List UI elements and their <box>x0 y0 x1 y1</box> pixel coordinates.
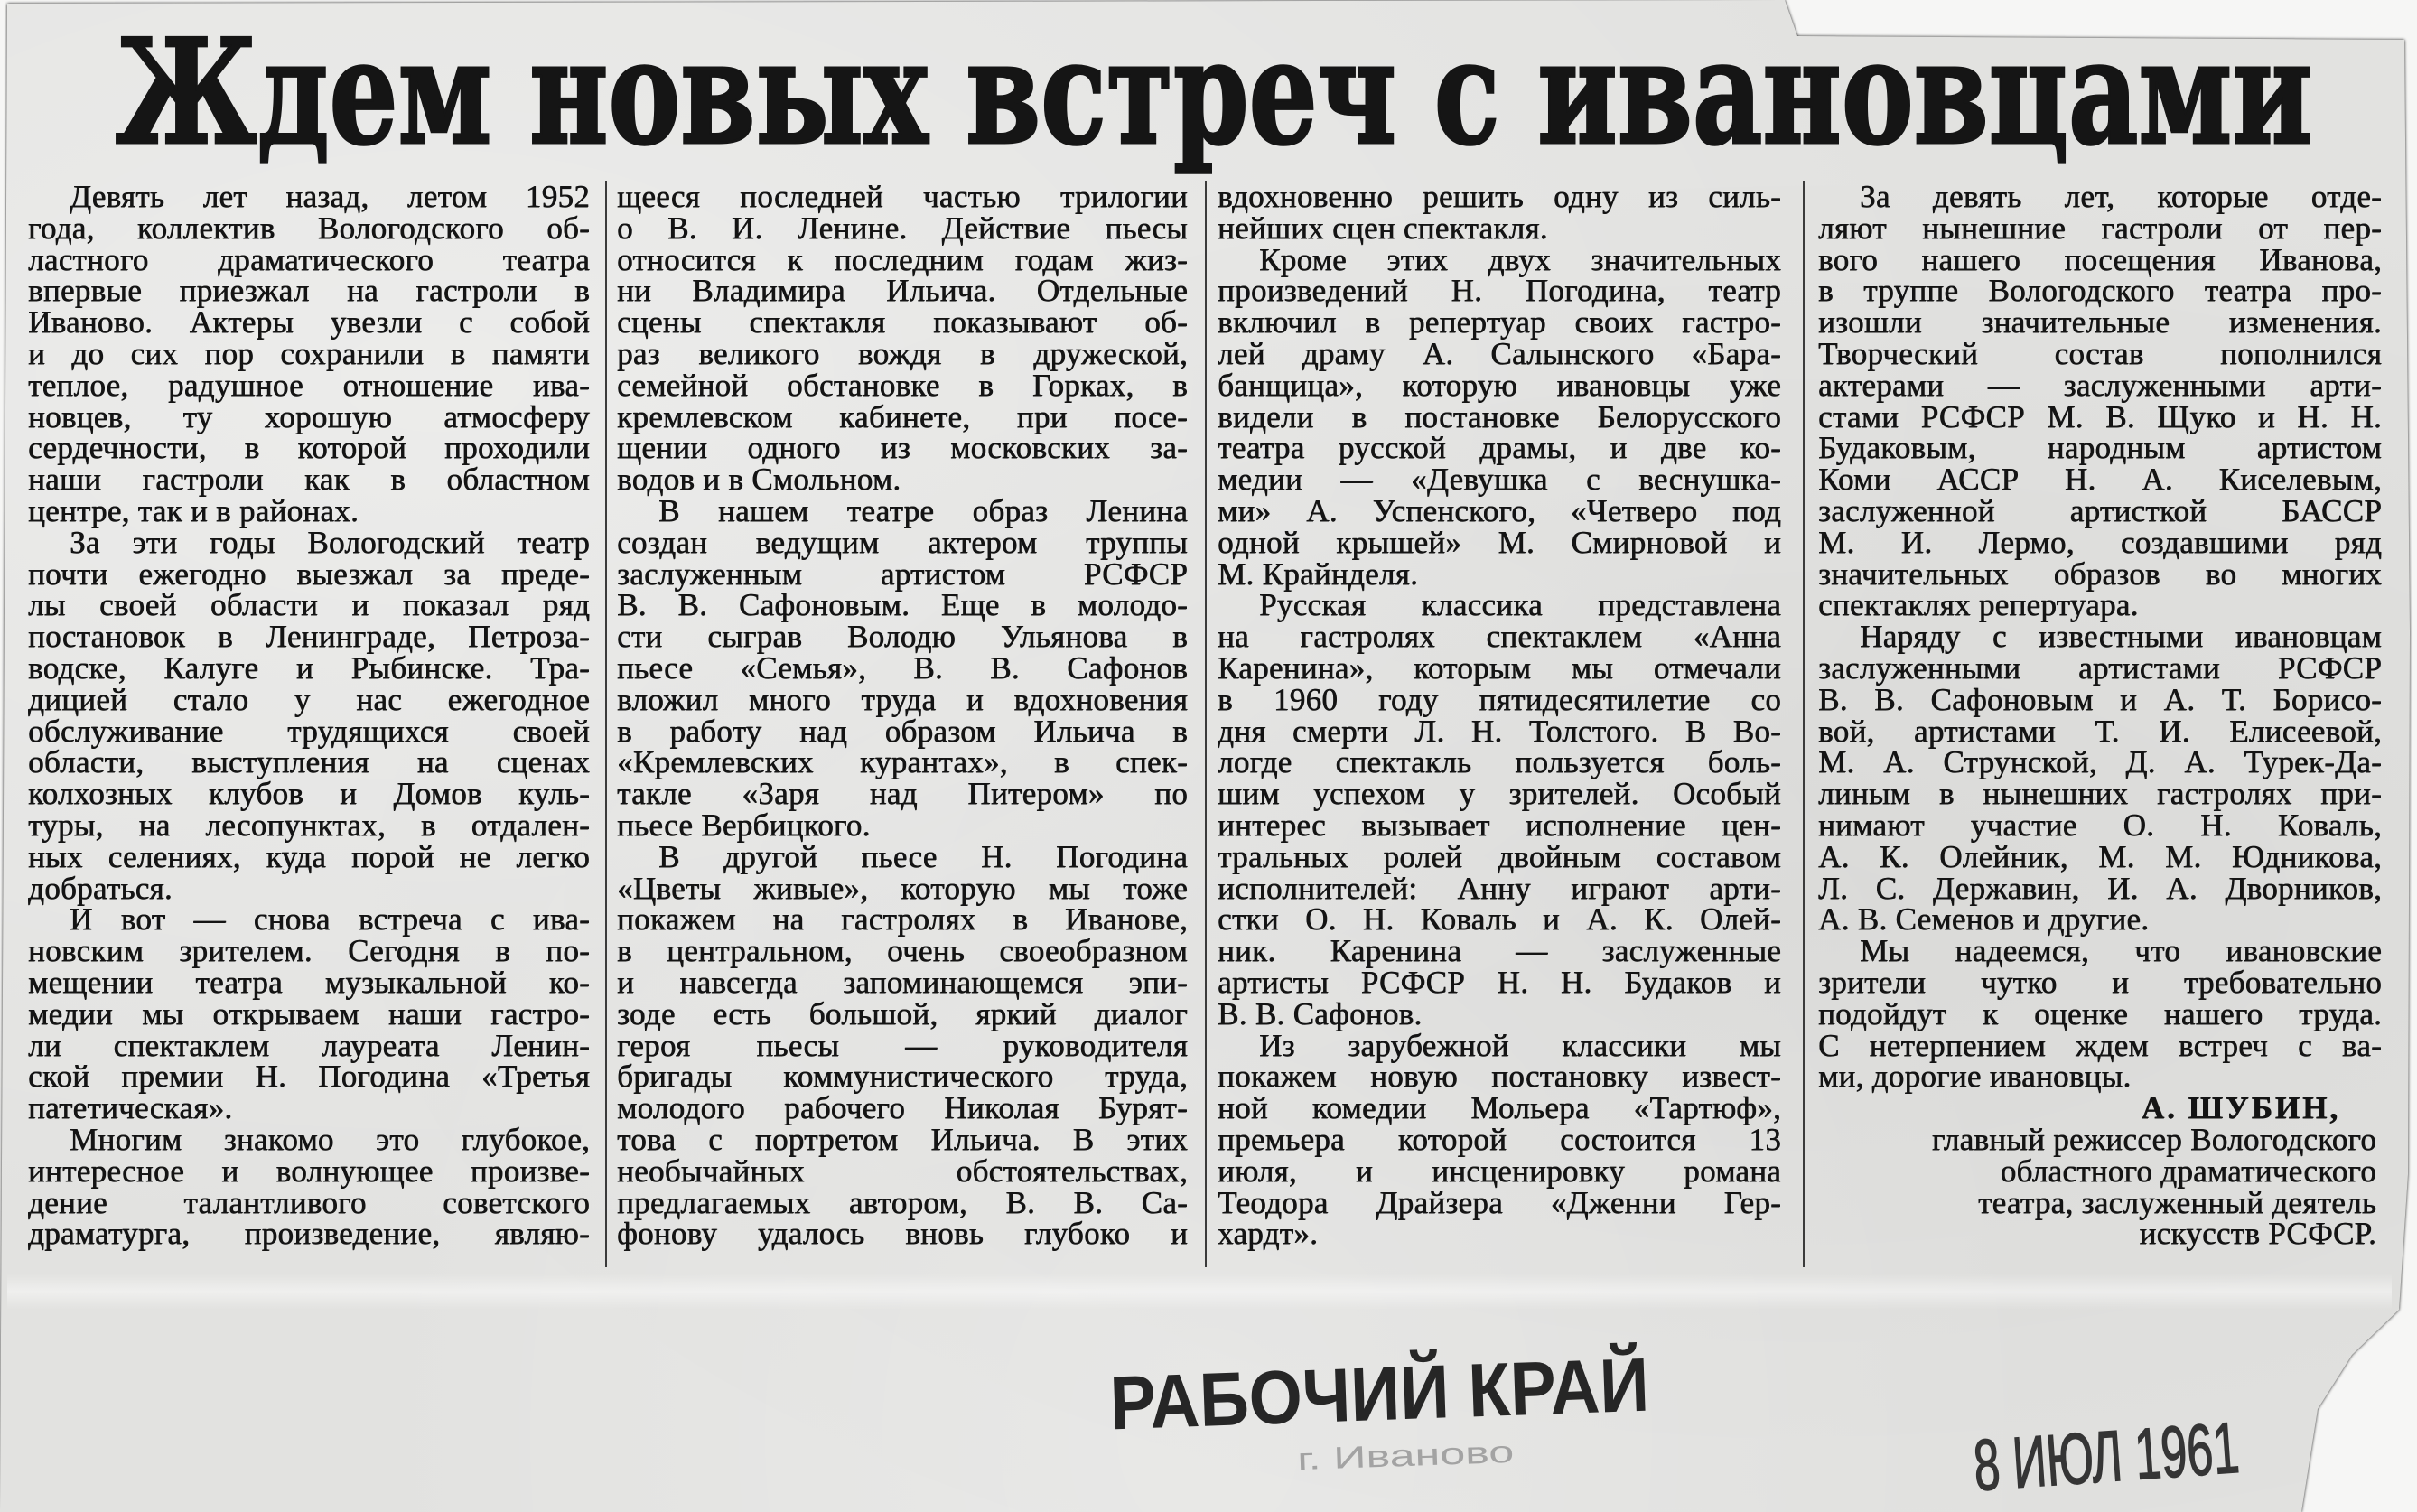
text-line: молодого рабочего Николая Бурят- <box>617 1090 1188 1126</box>
text-line: и навсегда запоминающемся эпи- <box>617 964 1188 1000</box>
text-line: водске, Калуге и Рыбинске. Тра- <box>28 649 590 686</box>
text-line: М. А. Струнской, Д. А. Турек-Да- <box>1818 744 2382 780</box>
text-line: банщица», которую ивановцы уже <box>1218 367 1781 403</box>
text-line: изошли значительные изменения. <box>1818 304 2382 341</box>
text-line: Многим знакомо это глубокое, <box>70 1121 590 1157</box>
text-line: заслуженным артистом РСФСР <box>617 555 1188 592</box>
text-line: включил в репертуар своих гастро- <box>1218 304 1781 341</box>
author-position-line: главный режиссер Вологодского <box>1931 1121 2376 1157</box>
text-line: ми, дорогие ивановцы. <box>1818 1059 2132 1095</box>
text-line: пьесе Вербицкого. <box>617 807 871 843</box>
text-line: заслуженной артисткой БАССР <box>1818 492 2382 528</box>
text-line: За эти годы Вологодский театр <box>70 524 590 560</box>
text-line: Каренина», которым мы отмечали <box>1218 649 1781 686</box>
text-line: ляют нынешние гастроли от пер- <box>1818 210 2382 246</box>
text-line: колхозных клубов и Домов куль- <box>28 776 590 812</box>
text-line: сцены спектакля показывают об- <box>617 304 1188 341</box>
text-line: в труппе Вологодского театра про- <box>1818 273 2382 309</box>
text-line: дицией стало у нас ежегодное <box>28 681 590 717</box>
text-line: в 1960 году пятидесятилетие со <box>1218 681 1781 717</box>
text-line: произведений Н. Погодина, театр <box>1218 273 1781 309</box>
text-line: «Цветы живые», которую мы тоже <box>617 870 1188 906</box>
text-line: ли спектаклем лауреата Ленин- <box>28 1027 590 1063</box>
text-line: относится к последним годам жиз- <box>617 241 1188 277</box>
text-line: Мы надеемся, что ивановские <box>1860 933 2382 969</box>
text-line: щении одного из московских за- <box>617 430 1188 466</box>
text-line: ми» А. Успенского, «Четверо под <box>1218 492 1781 528</box>
text-line: патетическая». <box>28 1090 233 1126</box>
text-line: ных селениях, куда порой не легко <box>28 838 590 874</box>
text-line: вдохновенно решить одну из силь- <box>1218 179 1781 214</box>
text-line: Наряду с известными ивановцам <box>1860 619 2382 655</box>
text-line: сти сыграв Володю Ульянова в <box>617 619 1188 655</box>
text-line: вложил много труда и вдохновения <box>617 681 1188 717</box>
text-line: наши гастроли как в областном <box>28 462 590 498</box>
text-line: спектаклях репертуара. <box>1818 587 2139 623</box>
text-line: медии — «Девушка с веснушка- <box>1218 462 1781 498</box>
text-line: зоде есть большой, яркий диалог <box>617 995 1188 1031</box>
text-line: покажем на гастролях в Иванове, <box>617 901 1188 938</box>
text-line: одной крышей» М. Смирновой и <box>1218 524 1781 560</box>
text-line: ни Владимира Ильича. Отдельные <box>617 273 1188 309</box>
text-line: лы своей области и показал ряд <box>28 587 590 623</box>
text-line: интересное и волнующее произве- <box>28 1153 590 1189</box>
text-line: пьесе «Семья», В. В. Сафонов <box>617 649 1188 686</box>
text-line: значительных образов во многих <box>1818 555 2382 592</box>
text-line: на гастролях спектаклем «Анна <box>1218 619 1781 655</box>
text-line: артисты РСФСР Н. Н. Будаков и <box>1218 964 1781 1000</box>
text-line: лей драму А. Салынского «Бара- <box>1218 335 1781 371</box>
text-line: дение талантливого советского <box>28 1184 590 1220</box>
city-stamp: г. Иваново <box>1296 1437 1445 1478</box>
text-line: вой, артистами Т. И. Елисеевой, <box>1818 713 2382 749</box>
text-line: фонову удалось вновь глубоко и <box>617 1216 1188 1252</box>
text-line: С нетерпением ждем встреч с ва- <box>1818 1027 2382 1063</box>
text-line: дня смерти Л. Н. Толстого. В Во- <box>1218 713 1781 749</box>
text-line: мещении театра музыкальной ко- <box>28 964 590 1000</box>
text-line: центре, так и в районах. <box>28 492 359 528</box>
text-line: Коми АССР Н. А. Киселевым, <box>1818 462 2382 498</box>
text-line: Будаковым, народным артистом <box>1818 430 2382 466</box>
text-line: создан ведущим актером труппы <box>617 524 1188 560</box>
text-line: ной комедии Мольера «Тартюф», <box>1218 1090 1781 1126</box>
text-line: хардт». <box>1218 1216 1319 1252</box>
author-position-line: областного драматического <box>2000 1153 2376 1189</box>
text-line: ник. Каренина — заслуженные <box>1218 933 1781 969</box>
text-line: И вот — снова встреча с ива- <box>70 901 590 938</box>
text-line: стки О. Н. Коваль и А. К. Олей- <box>1218 901 1781 938</box>
text-line: Иваново. Актеры увезли с собой <box>28 304 590 341</box>
text-line: М. Крайнделя. <box>1218 555 1419 592</box>
text-line: почти ежегодно выезжал за преде- <box>28 555 590 592</box>
text-line: вого нашего посещения Иванова, <box>1818 241 2382 277</box>
text-line: А. К. Олейник, М. М. Юдникова, <box>1818 838 2382 874</box>
text-line: Из зарубежной классики мы <box>1259 1027 1781 1063</box>
text-line: В нашем театре образ Ленина <box>658 492 1188 528</box>
text-line: В. В. Сафоновым. Еще в молодо- <box>617 587 1188 623</box>
author-position-line: театра, заслуженный деятель <box>1977 1184 2376 1220</box>
newspaper-name-stamp: РАБОЧИЙ КРАЙ <box>1108 1339 1707 1446</box>
text-line: героя пьесы — руководителя <box>617 1027 1188 1063</box>
text-line: необычайных обстоятельствах, <box>617 1153 1188 1189</box>
text-line: семейной обстановке в Горках, в <box>617 367 1188 403</box>
text-line: сердечности, в которой проходили <box>28 430 590 466</box>
author-name: А. ШУБИН, <box>2141 1090 2340 1126</box>
text-line: линым в нынешних гастролях при- <box>1818 776 2382 812</box>
text-line: такле «Заря над Питером» по <box>617 776 1188 812</box>
text-line: това с портретом Ильича. В этих <box>617 1121 1188 1157</box>
text-line: покажем новую постановку извест- <box>1218 1059 1781 1095</box>
text-line: медии мы открываем наши гастро- <box>28 995 590 1031</box>
text-line: бригады коммунистического труда, <box>617 1059 1188 1095</box>
text-line: В другой пьесе Н. Погодина <box>658 838 1188 874</box>
text-line: года, коллектив Вологодского об- <box>28 210 590 246</box>
text-line: предлагаемых автором, В. В. Са- <box>617 1184 1188 1220</box>
text-line: М. И. Лермо, создавшими ряд <box>1818 524 2382 560</box>
text-line: интерес вызывает исполнение цен- <box>1218 807 1781 843</box>
text-line: новским зрителем. Сегодня в по- <box>28 933 590 969</box>
text-line: ской премии Н. Погодина «Третья <box>28 1059 590 1095</box>
text-line: и до сих пор сохранили в памяти <box>28 335 590 371</box>
text-line: Девять лет назад, летом 1952 <box>70 179 590 214</box>
text-line: заслуженными артистами РСФСР <box>1818 649 2382 686</box>
text-line: видели в постановке Белорусского <box>1218 398 1781 434</box>
text-line: тральных ролей двойным составом <box>1218 838 1781 874</box>
text-line: зрители чутко и требовательно <box>1818 964 2382 1000</box>
headline: Ждем новых встреч с ивановцами <box>116 7 2312 177</box>
text-line: туры, на лесопунктах, в отдален- <box>28 807 590 843</box>
text-line: актерами — заслуженными арти- <box>1818 367 2382 403</box>
text-line: Теодора Драйзера «Дженни Гер- <box>1218 1184 1781 1220</box>
text-line: стами РСФСР М. В. Щуко и Н. Н. <box>1818 398 2382 434</box>
text-line: В. В. Сафонов. <box>1218 995 1423 1031</box>
text-line: премьера которой состоится 13 <box>1218 1121 1781 1157</box>
text-line: в работу над образом Ильича в <box>617 713 1188 749</box>
newspaper-stamp <box>1108 1339 1707 1484</box>
text-line: подойдут к оценке нашего труда. <box>1818 995 2382 1031</box>
text-line: драматурга, произведение, являю- <box>28 1216 590 1252</box>
text-line: раз великого вождя в дружеской, <box>617 335 1188 371</box>
text-line: в центральном, очень своеобразном <box>617 933 1188 969</box>
text-line: За девять лет, которые отде- <box>1860 179 2382 214</box>
text-line: области, выступления на сценах <box>28 744 590 780</box>
text-line: шим успехом у зрителей. Особый <box>1218 776 1781 812</box>
text-line: обслуживание трудящихся своей <box>28 713 590 749</box>
text-line: театра русской драмы, и две ко- <box>1218 430 1781 466</box>
text-line: теплое, радушное отношение ива- <box>28 367 590 403</box>
text-line: Л. С. Державин, И. А. Дворников, <box>1818 870 2382 906</box>
text-line: нейших сцен спектакля. <box>1218 210 1548 246</box>
text-line: о В. И. Ленине. Действие пьесы <box>617 210 1188 246</box>
text-line: добраться. <box>28 870 173 906</box>
text-line: Кроме этих двух значительных <box>1259 241 1781 277</box>
text-line: водов и в Смольном. <box>617 462 901 498</box>
text-line: ластного драматического театра <box>28 241 590 277</box>
text-line: постановок в Ленинграде, Петроза- <box>28 619 590 655</box>
text-line: нимают участие О. Н. Коваль, <box>1818 807 2382 843</box>
text-line: Русская классика представлена <box>1259 587 1781 623</box>
text-line: кремлевском кабинете, при посе- <box>617 398 1188 434</box>
text-line: В. В. Сафоновым и А. Т. Борисо- <box>1818 681 2382 717</box>
text-line: А. В. Семенов и другие. <box>1818 901 2150 938</box>
author-position-line: искусств РСФСР. <box>2139 1216 2376 1252</box>
text-line: исполнителей: Анну играют арти- <box>1218 870 1781 906</box>
text-line: Творческий состав пополнился <box>1818 335 2382 371</box>
date-stamp: 8 ИЮЛ 1961 <box>1971 1396 2386 1507</box>
text-line: логде спектакль пользуется боль- <box>1218 744 1781 780</box>
text-line: впервые приезжал на гастроли в <box>28 273 590 309</box>
text-line: щееся последней частью трилогии <box>617 179 1188 214</box>
text-line: «Кремлевских курантах», в спек- <box>617 744 1188 780</box>
text-line: новцев, ту хорошую атмосферу <box>28 398 590 434</box>
text-line: июля, и инсценировку романа <box>1218 1153 1781 1189</box>
